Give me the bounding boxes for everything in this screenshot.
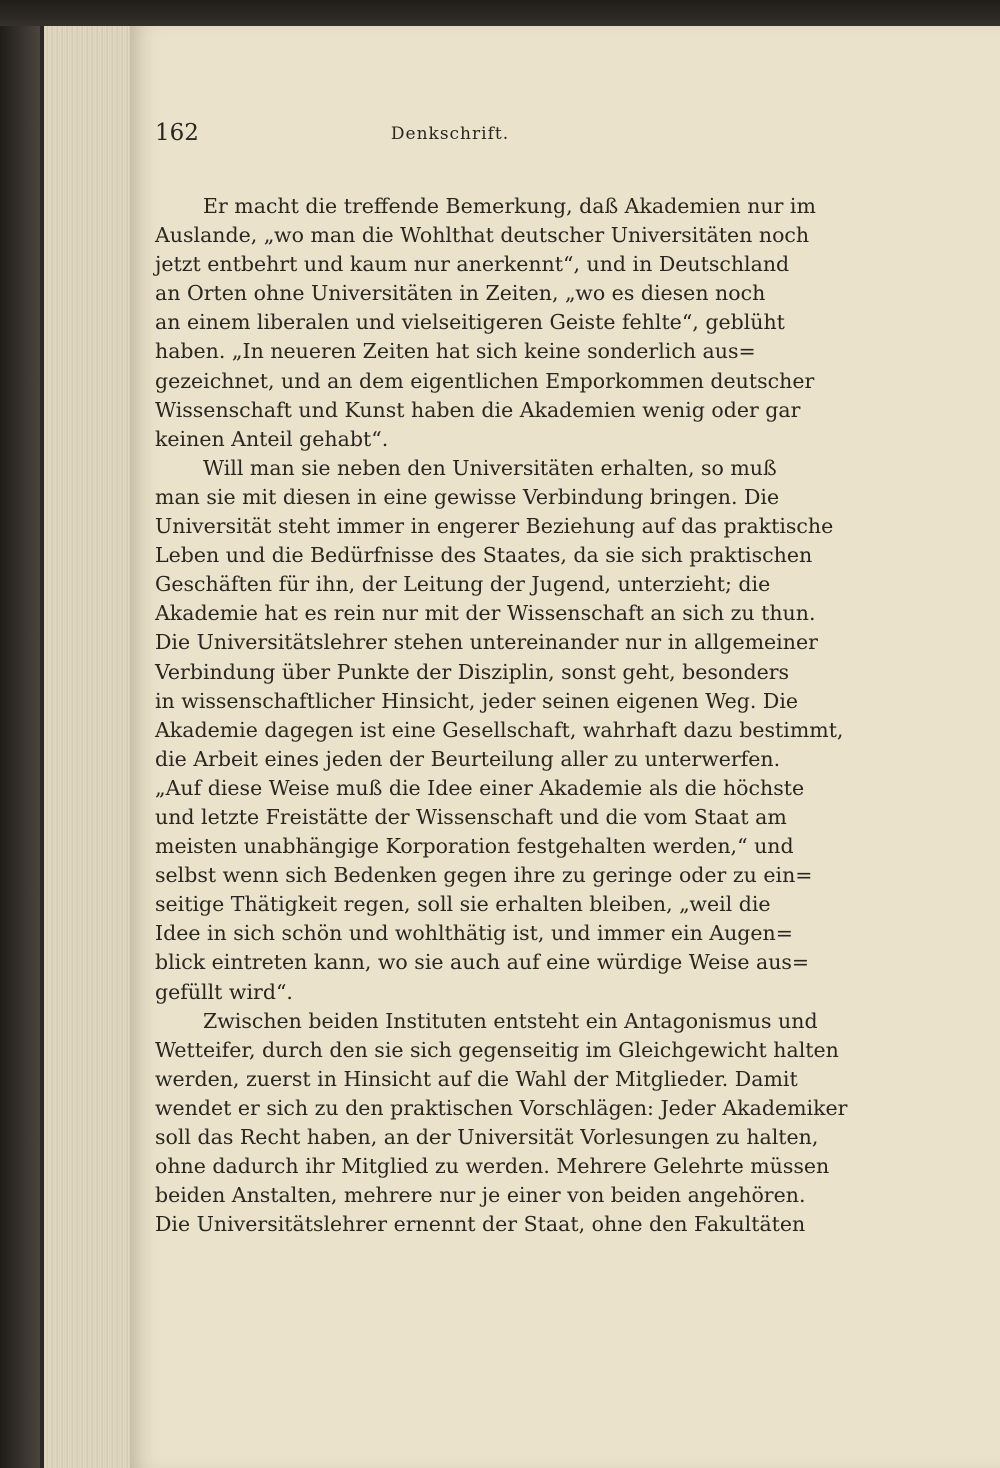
page-stack-edges bbox=[44, 26, 144, 1468]
text-line: jetzt entbehrt und kaum nur anerkennt“, und in Deutschland bbox=[155, 252, 790, 277]
text-line: Universität steht immer in engerer Beziehung auf das praktische bbox=[155, 514, 834, 539]
text-line: blick eintreten kann, wo sie auch auf eine würdige Weise aus= bbox=[155, 950, 810, 975]
text-line: in wissenschaftlicher Hinsicht, jeder seinen eigenen Weg. Die bbox=[155, 688, 799, 713]
text-line: soll das Recht haben, an der Universität Vorlesungen zu halten, bbox=[155, 1125, 819, 1149]
text-line: selbst wenn sich Bedenken gegen ihre zu geringe oder zu ein= bbox=[155, 863, 813, 888]
text-line: man sie mit diesen in eine gewisse Verbindung bringen. Die bbox=[155, 484, 780, 509]
text-line: gefüllt wird“. bbox=[155, 979, 293, 1004]
text-line: seitige Thätigkeit regen, soll sie erhalten bleiben, „weil die bbox=[155, 892, 771, 917]
text-line: Die Universitätslehrer ernennt der Staat, ohne den Fakultäten bbox=[155, 1212, 806, 1237]
text-line: Idee in sich schön und wohlthätig ist, und immer ein Augen= bbox=[155, 921, 793, 946]
text-line: Akademie hat es rein nur mit der Wissenschaft an sich zu thun. bbox=[155, 601, 816, 626]
text-line: haben. „In neueren Zeiten hat sich keine sonderlich aus= bbox=[155, 339, 756, 364]
body-text bbox=[155, 192, 848, 1239]
text-line: Leben und die Bedürfnisse des Staates, da sie sich praktischen bbox=[155, 543, 813, 568]
text-line: meisten unabhängige Korporation festgehalten werden,“ und bbox=[155, 834, 794, 859]
text-line: Wissenschaft und Kunst haben die Akademien wenig oder gar bbox=[155, 397, 801, 422]
book-cover-edge bbox=[0, 0, 40, 1468]
text-line: Akademie dagegen ist eine Gesellschaft, wahrhaft dazu bestimmt, bbox=[155, 717, 844, 742]
text-line: die Arbeit eines jeden der Beurteilung aller zu unterwerfen. bbox=[155, 746, 781, 771]
page-number: 162 bbox=[155, 120, 199, 146]
page-header bbox=[155, 120, 745, 160]
text-line: keinen Anteil gehabt“. bbox=[155, 426, 389, 451]
text-line: und letzte Freistätte der Wissenschaft und die vom Staat am bbox=[155, 804, 787, 829]
text-line: Er macht die treffende Bemerkung, daß Akademien nur im bbox=[203, 194, 816, 218]
text-line: „Auf diese Weise muß die Idee einer Akademie als die höchste bbox=[155, 775, 805, 800]
text-line: Will man sie neben den Universitäten erhalten, so muß bbox=[203, 455, 777, 480]
text-line: an einem liberalen und vielseitigeren Geiste fehlte“, geblüht bbox=[155, 310, 785, 335]
text-line: Geschäften für ihn, der Leitung der Jugend, unterzieht; die bbox=[155, 572, 771, 597]
text-line: ohne dadurch ihr Mitglied zu werden. Mehrere Gelehrte müssen bbox=[155, 1154, 830, 1179]
text-line: gezeichnet, und an dem eigentlichen Emporkommen deutscher bbox=[155, 368, 815, 393]
text-line: werden, zuerst in Hinsicht auf die Wahl der Mitglieder. Damit bbox=[155, 1066, 798, 1091]
text-line: wendet er sich zu den praktischen Vorschlägen: Jeder Akademiker bbox=[155, 1095, 848, 1120]
text-line: an Orten ohne Universitäten in Zeiten, „wo es diesen noch bbox=[155, 281, 766, 306]
text-line: Wetteifer, durch den sie sich gegenseitig im Gleichgewicht halten bbox=[155, 1037, 839, 1062]
text-line: Verbindung über Punkte der Disziplin, sonst geht, besonders bbox=[155, 659, 790, 684]
book-top-edge bbox=[0, 0, 1000, 26]
text-line: Zwischen beiden Instituten entsteht ein Antagonismus und bbox=[203, 1008, 818, 1033]
text-line: Auslande, „wo man die Wohlthat deutscher Universitäten noch bbox=[155, 223, 810, 248]
running-title: Denkschrift. bbox=[390, 124, 510, 144]
text-line: Die Universitätslehrer stehen untereinander nur in allgemeiner bbox=[155, 630, 818, 655]
text-line: beiden Anstalten, mehrere nur je einer von beiden angehören. bbox=[155, 1183, 806, 1208]
